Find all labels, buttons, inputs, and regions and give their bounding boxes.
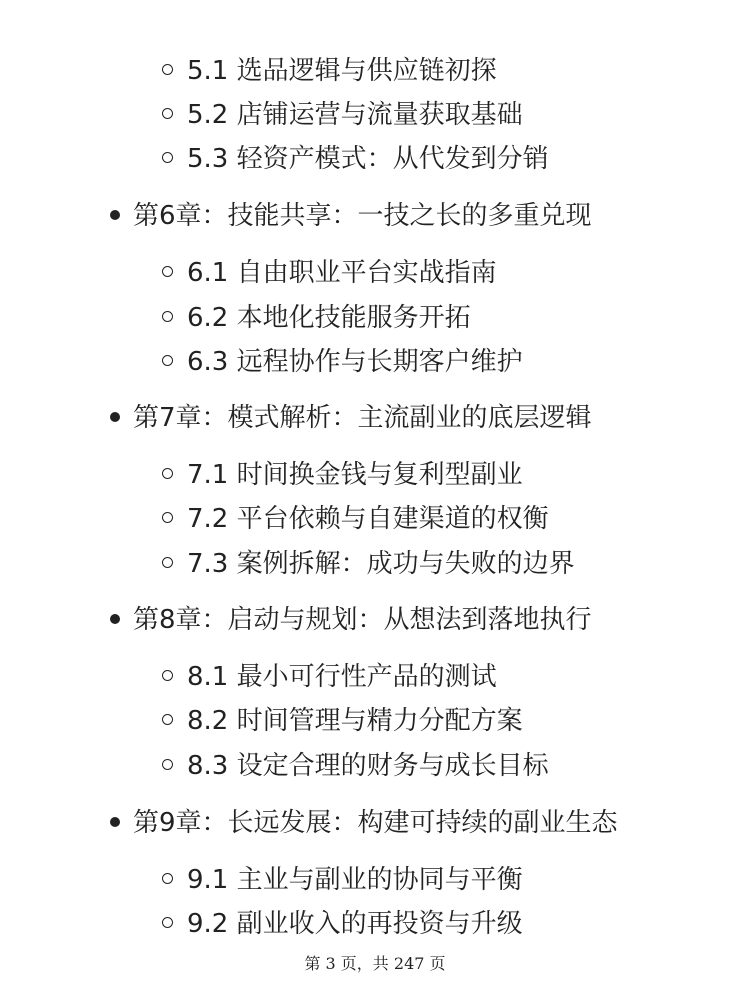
toc-item-text: 第8章：启动与规划：从想法到落地执行 <box>133 605 592 635</box>
circle-bullet-icon <box>162 917 173 928</box>
disc-bullet-icon <box>110 614 120 624</box>
toc-section-item <box>162 102 523 128</box>
circle-bullet-icon <box>162 311 173 322</box>
circle-bullet-icon <box>162 759 173 770</box>
circle-bullet-icon <box>162 468 173 479</box>
toc-chapter-item <box>110 405 592 431</box>
toc-section-item <box>162 753 549 779</box>
toc-item-text: 6.2 本地化技能服务开拓 <box>187 303 471 333</box>
circle-bullet-icon <box>162 873 173 884</box>
toc-section-item <box>162 260 497 286</box>
disc-bullet-icon <box>110 817 120 827</box>
circle-bullet-icon <box>162 714 173 725</box>
toc-section-item <box>162 146 549 172</box>
toc-section-item <box>162 349 523 375</box>
circle-bullet-icon <box>162 355 173 366</box>
toc-section-item <box>162 305 471 331</box>
toc-section-item <box>162 708 523 734</box>
toc-item-text: 9.1 主业与副业的协同与平衡 <box>187 865 523 895</box>
toc-item-text: 6.3 远程协作与长期客户维护 <box>187 347 523 377</box>
toc-item-text: 9.2 副业收入的再投资与升级 <box>187 909 523 939</box>
toc-item-text: 6.1 自由职业平台实战指南 <box>187 258 497 288</box>
toc-section-item <box>162 462 523 488</box>
circle-bullet-icon <box>162 557 173 568</box>
disc-bullet-icon <box>110 412 120 422</box>
toc-item-text: 第9章：长远发展：构建可持续的副业生态 <box>133 808 618 838</box>
circle-bullet-icon <box>162 64 173 75</box>
toc-item-text: 8.2 时间管理与精力分配方案 <box>187 706 523 736</box>
toc-section-item <box>162 911 523 937</box>
toc-item-text: 5.3 轻资产模式：从代发到分销 <box>187 144 549 174</box>
toc-chapter-item <box>110 203 592 229</box>
toc-item-text: 8.3 设定合理的财务与成长目标 <box>187 751 549 781</box>
toc-item-text: 7.3 案例拆解：成功与失败的边界 <box>187 549 575 579</box>
toc-item-text: 8.1 最小可行性产品的测试 <box>187 662 497 692</box>
circle-bullet-icon <box>162 108 173 119</box>
toc-chapter-item <box>110 810 618 836</box>
toc-section-item <box>162 867 523 893</box>
circle-bullet-icon <box>162 670 173 681</box>
toc-item-text: 7.1 时间换金钱与复利型副业 <box>187 460 523 490</box>
page-number-footer: 第 3 页，共 247 页 <box>304 954 446 973</box>
toc-item-text: 5.2 店铺运营与流量获取基础 <box>187 100 523 130</box>
disc-bullet-icon <box>110 210 120 220</box>
circle-bullet-icon <box>162 512 173 523</box>
toc-section-item <box>162 506 549 532</box>
toc-item-text: 第7章：模式解析：主流副业的底层逻辑 <box>133 403 592 433</box>
toc-section-item <box>162 664 497 690</box>
toc-item-text: 7.2 平台依赖与自建渠道的权衡 <box>187 504 549 534</box>
toc-item-text: 5.1 选品逻辑与供应链初探 <box>187 56 497 86</box>
circle-bullet-icon <box>162 266 173 277</box>
toc-chapter-item <box>110 607 592 633</box>
toc-section-item <box>162 58 497 84</box>
circle-bullet-icon <box>162 152 173 163</box>
toc-section-item <box>162 551 575 577</box>
toc-item-text: 第6章：技能共享：一技之长的多重兑现 <box>133 201 592 231</box>
